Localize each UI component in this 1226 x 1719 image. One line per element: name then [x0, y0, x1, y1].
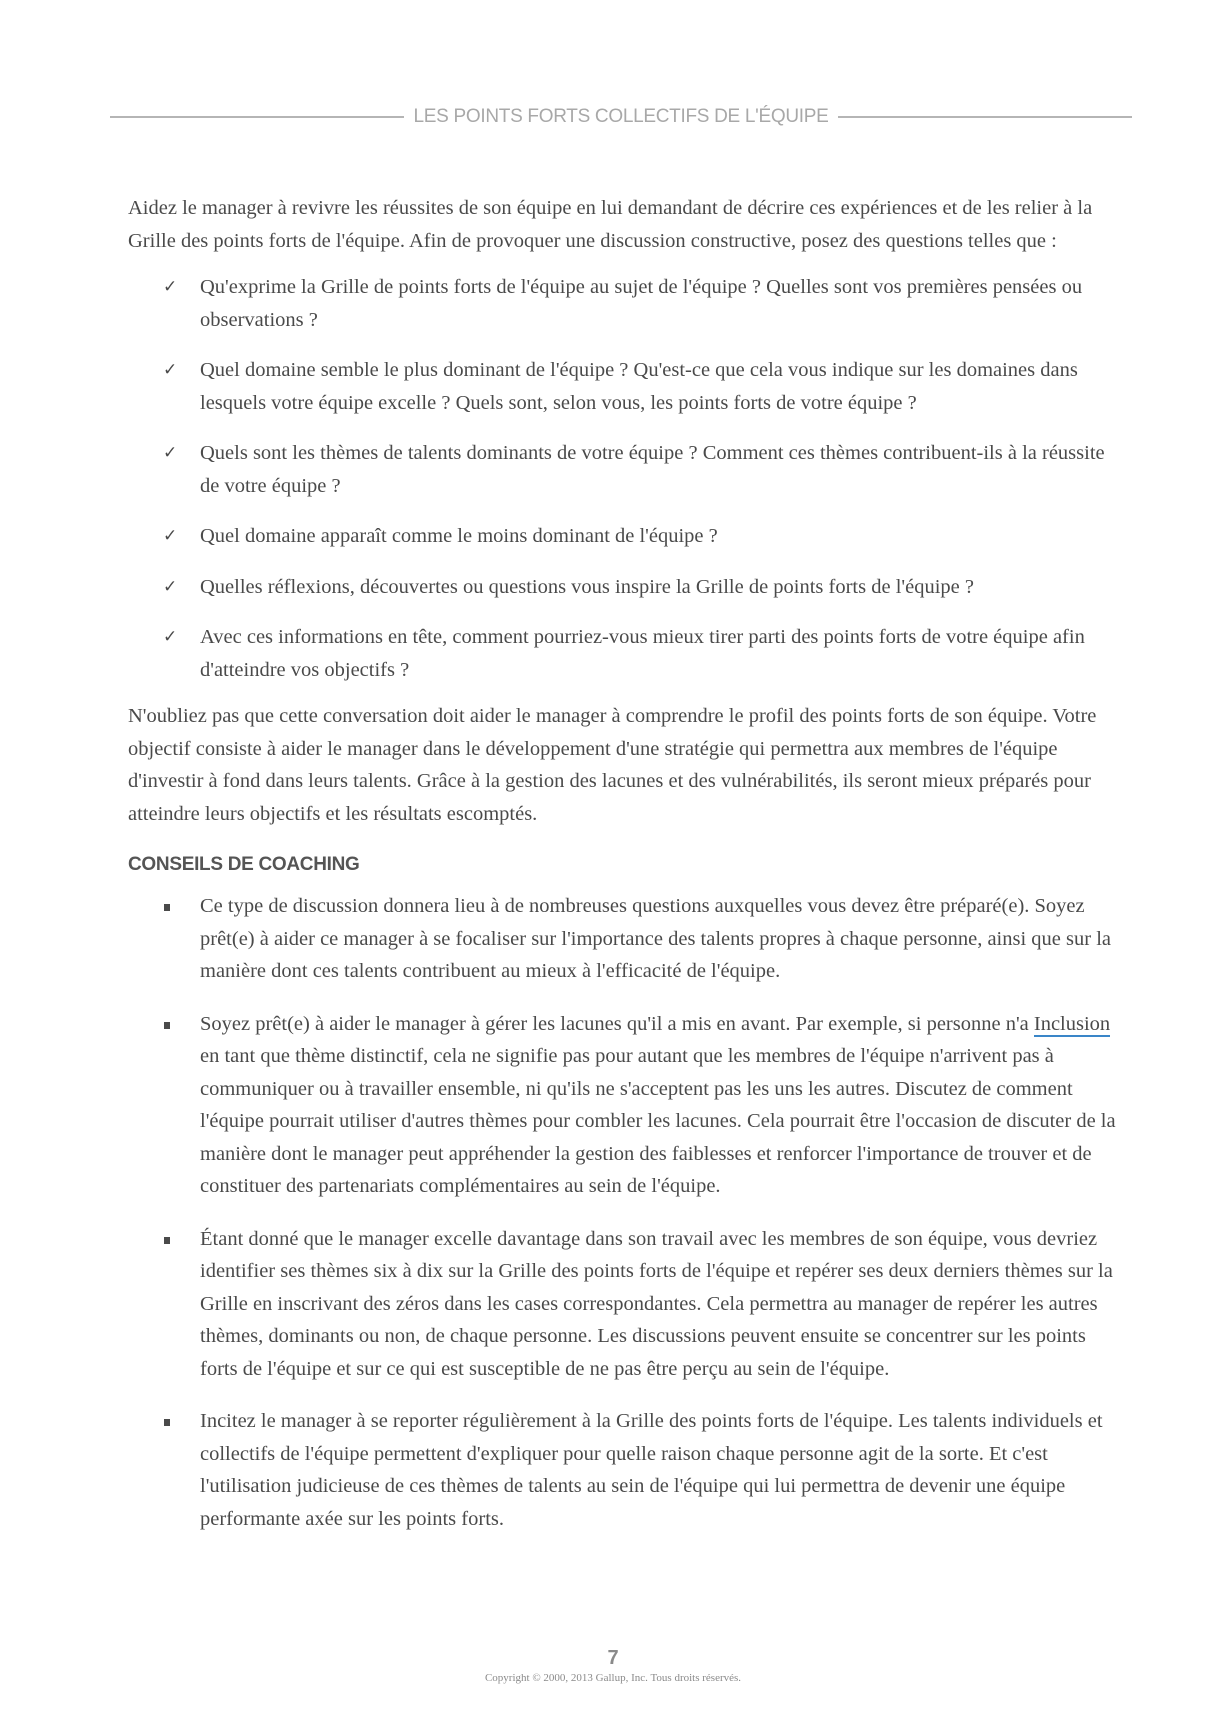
- intro-paragraph: Aidez le manager à revivre les réussites de son équipe en lui demandant de décrire ces expériences et de les relier à la Grille des points forts de l'équipe. Afin de provoquer une discussion constructive, posez des questions telles que :: [128, 197, 1093, 252]
- coaching-tip-text: Ce type de discussion donnera lieu à de nombreuses questions auxquelles vous devez être préparé(e). Soyez prêt(e) à aider ce manager à se focaliser sur l'importance des talents propres à chaque personne, ainsi que sur la manière dont ces talents contribuent au mieux à l'efficacité de l'équipe.: [200, 895, 1111, 982]
- question-text: Quel domaine apparaît comme le moins dominant de l'équipe ?: [200, 525, 718, 547]
- question-item: [128, 437, 1118, 502]
- page-title: LES POINTS FORTS COLLECTIFS DE L'ÉQUIPE: [413, 106, 829, 127]
- coaching-tip: [128, 1008, 1118, 1203]
- coaching-tip: [128, 890, 1118, 988]
- coaching-tip-text: Incitez le manager à se reporter régulièrement à la Grille des points forts de l'équipe. Les talents individuels et collectifs de l'équipe permettent d'expliquer pour quelle raison chaque personne agit de la sorte. Et c'est l'utilisation judicieuse de ces thèmes de talents au sein de l'équipe qui lui permettra de devenir une équipe performante axée sur les points forts.: [200, 1410, 1103, 1530]
- checkmark-icon: ✓: [163, 576, 178, 597]
- question-item: [128, 271, 1118, 336]
- document-body: [128, 192, 1118, 1555]
- question-text: Qu'exprime la Grille de points forts de l'équipe au sujet de l'équipe ? Quelles sont vos premières pensées ou observations ?: [200, 276, 1083, 331]
- square-bullet-icon: [164, 1237, 170, 1244]
- header-rule-left: [110, 116, 404, 118]
- coaching-tip-text-after: en tant que thème distinctif, cela ne signifie pas pour autant que les membres de l'équipe n'arrivent pas à communiquer ou à travailler ensemble, ni qu'ils ne s'acceptent pas les uns les autres. Discutez de comment l'équipe pourrait utiliser d'autres thèmes pour combler les lacunes. Cela pourrait être l'occasion de discuter de la manière dont le manager peut appréhender la gestion des faiblesses et renforcer l'importance de trouver et de constituer des partenariats complémentaires au sein de l'équipe.: [200, 1045, 1116, 1197]
- question-text: Quelles réflexions, découvertes ou questions vous inspire la Grille de points forts de l'équipe ?: [200, 575, 974, 598]
- coaching-tips-list: [128, 890, 1118, 1535]
- question-text: Quels sont les thèmes de talents dominants de votre équipe ? Comment ces thèmes contribuent-ils à la réussite de votre équipe ?: [200, 442, 1105, 497]
- square-bullet-icon: [164, 1022, 170, 1029]
- coaching-tip: [128, 1405, 1118, 1535]
- checkmark-icon: ✓: [163, 360, 178, 380]
- question-text: Quel domaine semble le plus dominant de l'équipe ? Qu'est-ce que cela vous indique sur les domaines dans lesquels votre équipe excelle ? Quels sont, selon vous, les points forts de votre équipe ?: [200, 359, 1078, 414]
- question-item: [128, 621, 1118, 686]
- checkmark-icon: ✓: [163, 627, 178, 647]
- header-rule-right: [838, 116, 1132, 118]
- question-item: [128, 354, 1118, 419]
- question-text: Avec ces informations en tête, comment pourriez-vous mieux tirer parti des points forts de votre équipe afin d'atteindre vos objectifs ?: [200, 626, 1085, 681]
- copyright-notice: Copyright © 2000, 2013 Gallup, Inc. Tous droits réservés.: [484, 1672, 742, 1684]
- page-header: [110, 106, 1132, 128]
- checkmark-icon: ✓: [163, 526, 178, 546]
- checkmark-icon: ✓: [163, 443, 178, 463]
- question-list: [128, 271, 1118, 686]
- square-bullet-icon: [164, 904, 170, 911]
- question-item: [128, 520, 1118, 553]
- square-bullet-icon: [164, 1419, 170, 1426]
- closing-paragraph: N'oubliez pas que cette conversation doit aider le manager à comprendre le profil des points forts de son équipe. Votre objectif consiste à aider le manager dans le développement d'une stratégie qui permettra aux membres de l'équipe d'investir à fond dans leurs talents. Grâce à la gestion des lacunes et des vulnérabilités, ils seront mieux préparés pour atteindre leurs objectifs et les résultats escomptés.: [128, 705, 1097, 825]
- coaching-tip-text-before: Soyez prêt(e) à aider le manager à gérer les lacunes qu'il a mis en avant. Par exemple, si personne n'a: [200, 1012, 1034, 1035]
- page-footer: [0, 1648, 1226, 1684]
- page-number: 7: [607, 1647, 619, 1669]
- coaching-tip: [128, 1223, 1118, 1386]
- coaching-tip-text: Étant donné que le manager excelle davantage dans son travail avec les membres de son équipe, vous devriez identifier ses thèmes six à dix sur la Grille des points forts de l'équipe et repérer ses deux derniers thèmes sur la Grille en inscrivant des zéros dans les cases correspondantes. Cela permettra au manager de repérer les autres thèmes, dominants ou non, de chaque personne. Les discussions peuvent ensuite se concentrer sur les points forts de l'équipe et sur ce qui est susceptible de ne pas être perçu au sein de l'équipe.: [200, 1227, 1113, 1380]
- checkmark-icon: ✓: [163, 277, 178, 297]
- question-item: [128, 571, 1118, 604]
- inclusion-link[interactable]: Inclusion: [1033, 1012, 1111, 1035]
- coaching-heading: CONSEILS DE COACHING: [128, 854, 360, 875]
